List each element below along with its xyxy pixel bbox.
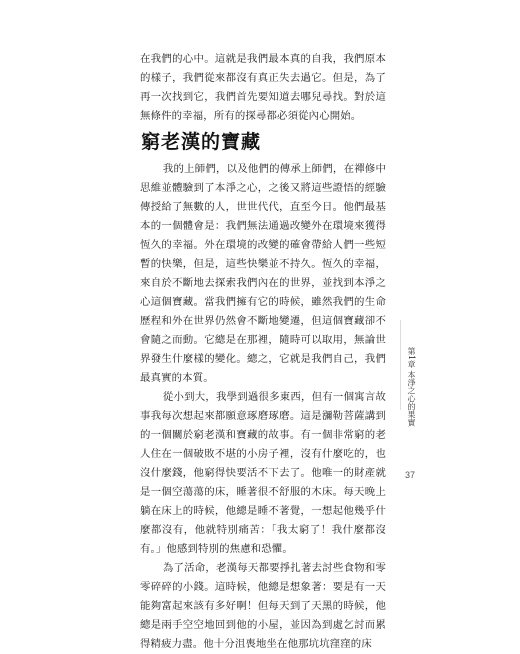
chapter-side-marker: 第1章 本淨之心的果實 xyxy=(407,347,416,427)
side-divider xyxy=(400,320,401,410)
intro-paragraph: 在我們的心中。這就是我們最本真的自我，我們原本的樣子，我們從來都沒有真正失去過它。但是，為了再一次找到它，我們首先要知道去哪兒尋找。對於這無條件的幸福，所有的探尋都必須從內心開始。 xyxy=(140,53,386,122)
page-number: 37 xyxy=(405,470,416,480)
section-title: 窮老漢的寶藏 xyxy=(141,131,262,153)
paragraph: 我的上師們，以及他們的傳承上師們，在禪修中思維並體驗到了本淨之心，之後又將這些證悟的經驗傳授給了無數的人，世世代代，直至今日。他們最基本的一個體會是：我們無法通過改變外在環境來獲得恆久的幸福。外在環境的改變的確會帶給人們一些短暫的快樂，但是，這些快樂並不持久。恆久的幸福，來自於不斷地去探索我們內在的世界，並找到本淨之心這個寶藏。當我們擁有它的時候，雖然我們的生命歷程和外在世界仍然會不斷地變遷，但這個寶藏卻不會隨之而動。它總是在那裡，隨時可以取用，無論世界發生什麼樣的變化。總之，它就是我們自己，我們最真實的本質。 xyxy=(140,163,386,384)
body-text xyxy=(140,160,386,654)
paragraph: 從小到大，我學到過很多東西，但有一個寓言故事我每次想起來都願意琢磨琢磨。這是瀰勒菩薩講到的一個關於窮老漢和寶藏的故事。有一個非常窮的老人住在一個破敗不堪的小房子裡，沒有什麼吃的，也沒什麼錢，他窮得快要活不下去了。他唯一的財產就是一個空蕩蕩的床，睡著很不舒服的木床。每天晚上躺在床上的時候，他總是睡不著覺，一想起他幾乎什麼都沒有，他就特別痛苦：「我太窮了！我什麼都沒有。」他感到特別的焦慮和恐懼。 xyxy=(140,391,386,555)
paragraph: 為了活命，老漢每天都要掙扎著去討些食物和零零碎碎的小錢。這時候，他總是想象著：要是有一天能夠富起來該有多好啊！但每天到了天黑的時候，他總是兩手空空地回到他的小屋，並因為到處乞討而累得精疲力盡。他十分沮喪地坐在他那坑坑窪窪的床 xyxy=(140,562,386,650)
intro-paragraph-block xyxy=(140,50,386,126)
